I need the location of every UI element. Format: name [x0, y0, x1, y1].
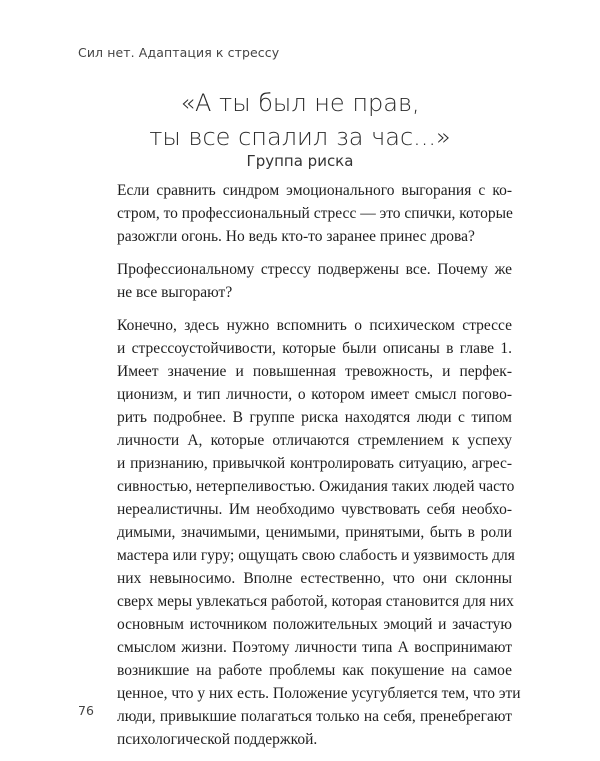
- text-line: Имеет значение и повышенная тревожность, и перфек-: [117, 363, 512, 380]
- running-header: Сил нет. Адаптация к стрессу: [78, 45, 280, 60]
- text-line: не все выгорают?: [117, 284, 233, 301]
- body-paragraph: [117, 314, 521, 751]
- text-line: мастера или гуру; ощущать свою слабость и уязвимость для: [117, 547, 515, 564]
- text-line: психологической поддержкой.: [117, 731, 318, 748]
- text-line: них невыносимо. Вполне естественно, что они склонны: [117, 570, 512, 587]
- text-line: ционизм, и тип личности, о котором имеет смысл погово-: [117, 386, 512, 403]
- text-line: возникшие на работе проблемы как покушение на самое: [117, 662, 512, 679]
- text-line: сивностью, нетерпеливостью. Ожидания таких людей часто: [117, 478, 515, 495]
- text-line: и признанию, привычкой контролировать ситуацию, агрес-: [117, 455, 512, 472]
- page-number: 76: [78, 703, 94, 718]
- text-line: Конечно, здесь нужно вспомнить о психическом стрессе: [117, 317, 512, 334]
- chapter-title-line-2: ты все спалил за час...»: [149, 123, 451, 151]
- text-line: Профессиональному стрессу подвержены все. Почему же: [117, 261, 512, 278]
- text-line: Если сравнить синдром эмоционального выгорания с ко-: [117, 182, 512, 199]
- body-text: [117, 179, 521, 761]
- text-line: разожгли огонь. Но ведь кто-то заранее принес дрова?: [117, 228, 475, 245]
- chapter-title-line-1: «А ты был не прав,: [180, 89, 420, 117]
- text-line: личности А, которые отличаются стремлением к успеху: [117, 432, 512, 449]
- body-paragraph: [117, 258, 512, 304]
- text-line: димыми, значимыми, ценимыми, принятыми, быть в роли: [117, 524, 512, 541]
- text-line: люди, привыкшие полагаться только на себя, пренебрегают: [117, 708, 512, 725]
- text-line: смыслом жизни. Поэтому личности типа А воспринимают: [117, 639, 512, 656]
- text-line: ценное, что у них есть. Положение усугубляется тем, что эти: [117, 685, 521, 702]
- section-title: Группа риска: [246, 152, 354, 170]
- text-line: и стрессоустойчивости, которые были описаны в главе 1.: [117, 340, 512, 357]
- text-line: рить подробнее. В группе риска находятся люди с типом: [117, 409, 512, 426]
- text-line: сверх меры увлекаться работой, которая становится для них: [117, 593, 514, 610]
- text-line: стром, то профессиональный стресс — это спички, которые: [117, 205, 513, 222]
- body-paragraph: [117, 179, 512, 248]
- text-line: основным источником положительных эмоций и зачастую: [117, 616, 512, 633]
- text-line: нереалистичны. Им необходимо чувствовать себя необхо-: [117, 501, 512, 518]
- chapter-title: [0, 86, 600, 154]
